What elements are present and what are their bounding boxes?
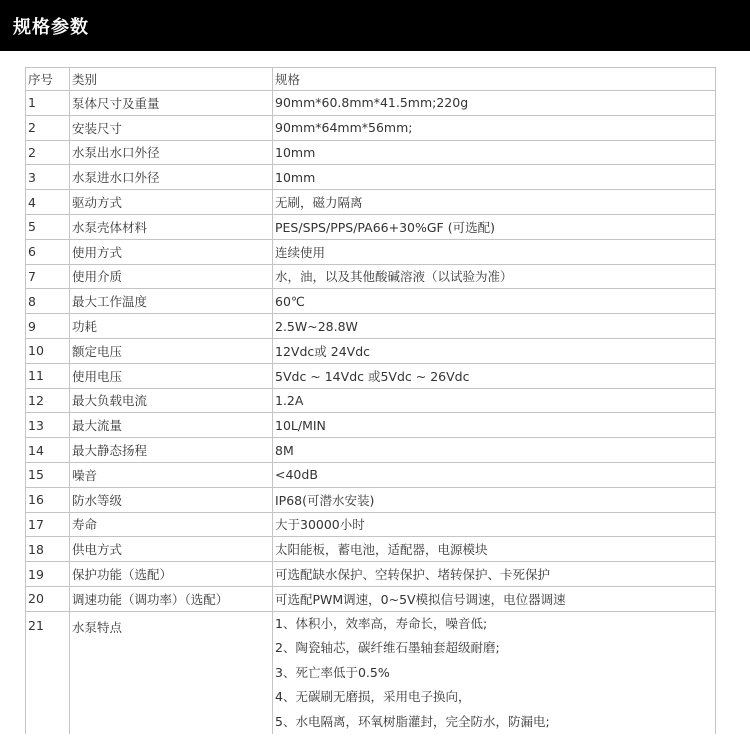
row-spec-features bbox=[273, 611, 716, 734]
row-spec: 水，油，以及其他酸碱溶液（以试验为准） bbox=[273, 264, 716, 289]
row-category: 最大静态扬程 bbox=[70, 438, 273, 463]
table-row bbox=[26, 239, 716, 264]
row-number: 7 bbox=[26, 264, 70, 289]
feature-line: 4、无碳刷无磨损，采用电子换向， bbox=[275, 689, 471, 705]
table-row bbox=[26, 165, 716, 190]
row-category: 使用电压 bbox=[70, 363, 273, 388]
row-number: 13 bbox=[26, 413, 70, 438]
row-spec: 2.5W~28.8W bbox=[273, 314, 716, 339]
row-number: 5 bbox=[26, 214, 70, 239]
table-row bbox=[26, 363, 716, 388]
row-category: 噪音 bbox=[70, 462, 273, 487]
feature-line: 3、死亡率低于0.5% bbox=[275, 664, 390, 680]
row-spec: 太阳能板，蓄电池，适配器，电源模块 bbox=[273, 537, 716, 562]
row-category: 供电方式 bbox=[70, 537, 273, 562]
row-category: 额定电压 bbox=[70, 338, 273, 363]
row-number: 9 bbox=[26, 314, 70, 339]
table-row bbox=[26, 388, 716, 413]
row-category: 安装尺寸 bbox=[70, 115, 273, 140]
row-number: 8 bbox=[26, 289, 70, 314]
table-row bbox=[26, 413, 716, 438]
table-row bbox=[26, 190, 716, 215]
row-category: 最大负载电流 bbox=[70, 388, 273, 413]
row-number: 20 bbox=[26, 586, 70, 611]
table-row bbox=[26, 512, 716, 537]
table-row bbox=[26, 289, 716, 314]
row-number: 11 bbox=[26, 363, 70, 388]
row-spec: IP68(可潜水安装) bbox=[273, 487, 716, 512]
row-spec: 无刷，磁力隔离 bbox=[273, 190, 716, 215]
feature-line: 1、体积小，效率高，寿命长，噪音低; bbox=[275, 615, 488, 631]
row-spec: 1.2A bbox=[273, 388, 716, 413]
row-spec: 10L/MIN bbox=[273, 413, 716, 438]
row-category: 功耗 bbox=[70, 314, 273, 339]
table-row bbox=[26, 562, 716, 587]
row-category: 最大工作温度 bbox=[70, 289, 273, 314]
row-number: 2 bbox=[26, 140, 70, 165]
row-spec: 90mm*64mm*56mm; bbox=[273, 115, 716, 140]
row-spec: 5Vdc ~ 14Vdc 或5Vdc ~ 26Vdc bbox=[273, 363, 716, 388]
row-category: 寿命 bbox=[70, 512, 273, 537]
row-spec: PES/SPS/PPS/PA66+30%GF (可选配) bbox=[273, 214, 716, 239]
row-category: 使用介质 bbox=[70, 264, 273, 289]
row-number: 12 bbox=[26, 388, 70, 413]
row-category: 泵体尺寸及重量 bbox=[70, 91, 273, 116]
table-row bbox=[26, 314, 716, 339]
table-row bbox=[26, 537, 716, 562]
row-number: 16 bbox=[26, 487, 70, 512]
row-number: 15 bbox=[26, 462, 70, 487]
table-row bbox=[26, 91, 716, 116]
section-header bbox=[0, 0, 750, 51]
row-spec: 可选配缺水保护、空转保护、堵转保护、卡死保护 bbox=[273, 562, 716, 587]
row-spec: 10mm bbox=[273, 165, 716, 190]
row-number: 18 bbox=[26, 537, 70, 562]
row-category: 水泵出水口外径 bbox=[70, 140, 273, 165]
section-title: 规格参数 bbox=[13, 16, 89, 38]
feature-line: 5、水电隔离，环氧树脂灌封，完全防水，防漏电; bbox=[275, 713, 550, 729]
row-spec: 可选配PWM调速，0~5V模拟信号调速，电位器调速 bbox=[273, 586, 716, 611]
row-number: 21 bbox=[26, 611, 70, 734]
row-number: 3 bbox=[26, 165, 70, 190]
row-number: 14 bbox=[26, 438, 70, 463]
table-row bbox=[26, 115, 716, 140]
row-category: 水泵特点 bbox=[70, 611, 273, 734]
row-number: 17 bbox=[26, 512, 70, 537]
row-category: 水泵进水口外径 bbox=[70, 165, 273, 190]
row-number: 1 bbox=[26, 91, 70, 116]
column-header-no: 序号 bbox=[26, 68, 70, 91]
column-header-spec: 规格 bbox=[273, 68, 716, 91]
row-spec: 90mm*60.8mm*41.5mm;220g bbox=[273, 91, 716, 116]
table-row bbox=[26, 338, 716, 363]
row-number: 19 bbox=[26, 562, 70, 587]
row-number: 6 bbox=[26, 239, 70, 264]
table-row bbox=[26, 586, 716, 611]
row-number: 10 bbox=[26, 338, 70, 363]
row-spec: 60℃ bbox=[273, 289, 716, 314]
table-row-features bbox=[26, 611, 716, 734]
row-spec: 大于30000小时 bbox=[273, 512, 716, 537]
row-category: 保护功能（选配） bbox=[70, 562, 273, 587]
row-spec: 10mm bbox=[273, 140, 716, 165]
row-number: 4 bbox=[26, 190, 70, 215]
row-category: 水泵壳体材料 bbox=[70, 214, 273, 239]
row-spec: 8M bbox=[273, 438, 716, 463]
row-spec: 连续使用 bbox=[273, 239, 716, 264]
row-category: 调速功能（调功率）（选配） bbox=[70, 586, 273, 611]
row-category: 最大流量 bbox=[70, 413, 273, 438]
row-category: 防水等级 bbox=[70, 487, 273, 512]
row-category: 驱动方式 bbox=[70, 190, 273, 215]
table-row bbox=[26, 462, 716, 487]
table-row bbox=[26, 264, 716, 289]
table-row bbox=[26, 438, 716, 463]
spec-table bbox=[25, 67, 716, 734]
table-row bbox=[26, 140, 716, 165]
table-row bbox=[26, 487, 716, 512]
row-spec: 12Vdc或 24Vdc bbox=[273, 338, 716, 363]
table-header-row bbox=[26, 68, 716, 91]
row-spec: <40dB bbox=[273, 462, 716, 487]
row-category: 使用方式 bbox=[70, 239, 273, 264]
feature-line: 2、陶瓷轴芯，碳纤维石墨轴套超级耐磨; bbox=[275, 640, 500, 656]
row-number: 2 bbox=[26, 115, 70, 140]
column-header-category: 类别 bbox=[70, 68, 273, 91]
table-row bbox=[26, 214, 716, 239]
